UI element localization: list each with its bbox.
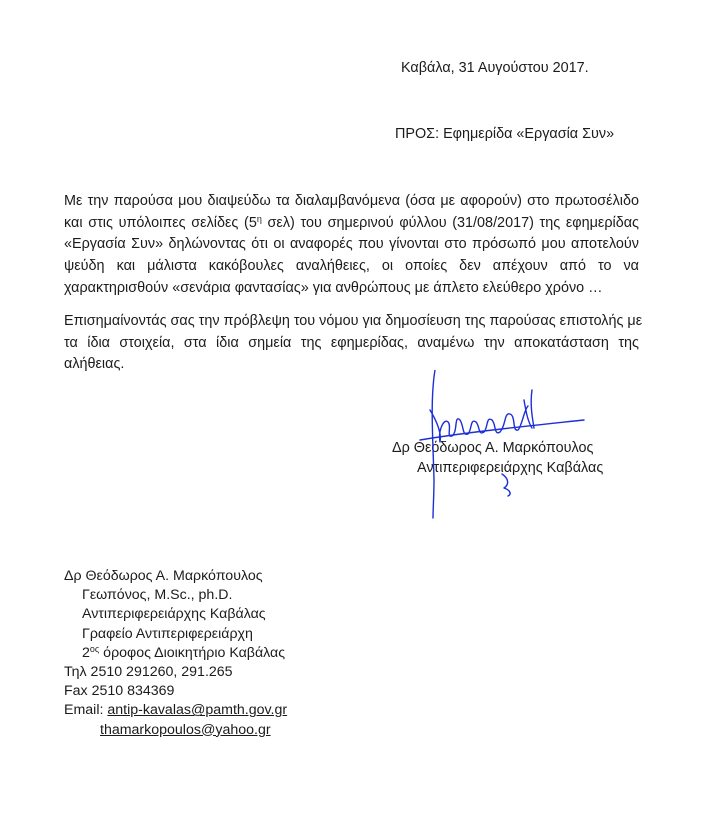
email-link-2[interactable]: thamarkopoulos@yahoo.gr [100,721,271,738]
paragraph-line: αλήθειας. [64,356,125,373]
body-paragraph-2 [64,311,643,376]
signatory-name: Δρ Θεόδωρος Α. Μαρκόπουλος [392,440,594,456]
paragraph-line: ψεύδη και μάλιστα κακόβουλες αναλήθειες, οι οποίες δεν απέχουν από το να [64,258,639,275]
contact-fax: Fax 2510 834369 [64,683,175,700]
body-paragraph-1 [64,191,639,300]
paragraph-line: «Εργασία Συν» δηλώνοντας ότι οι αναφορές που γίνονται στο πρόσωπό μου αποτελούν [64,236,639,253]
contact-title: Αντιπεριφερειάρχης Καβάλας [82,606,266,623]
email-label: Email: [64,702,108,719]
email-link-1[interactable]: antip-kavalas@pamth.gov.gr [107,702,288,719]
paragraph-line: τα ίδια στοιχεία, στα ίδια σημεία της εφημερίδας, αναμένω την αποκατάσταση της [64,334,639,351]
contact-email-row [64,701,287,720]
letter-recipient: ΠΡΟΣ: Εφημερίδα «Εργασία Συν» [395,126,615,142]
paragraph-line: Επισημαίνοντάς σας την πρόβλεψη του νόμου για δημοσίευση της παρούσας επιστολής με [64,313,643,329]
paragraph-text: και στις υπόλοιπες σελίδες (5 [64,214,257,231]
contact-name: Δρ Θεόδωρος Α. Μαρκόπουλος [64,568,263,584]
letter-date: Καβάλα, 31 Αυγούστου 2017. [401,60,589,76]
floor-text: όροφος Διοικητήριο Καβάλας [99,644,286,661]
contact-office: Γραφείο Αντιπεριφερειάρχη [82,625,253,642]
superscript: η [256,213,262,224]
contact-phone: Τηλ 2510 291260, 291.265 [64,664,233,681]
floor-superscript: ος [89,643,100,654]
contact-email-row-2 [64,721,287,740]
signatory-title: Αντιπεριφερειάρχης Καβάλας [417,460,604,476]
contact-floor [64,644,287,663]
paragraph-line [64,213,639,235]
handwritten-signature [408,370,598,520]
paragraph-line: χαρακτηρισθούν «σενάρια φαντασίας» για ανθρώπους με άπλετο ελεύθερο χρόνο … [64,279,603,296]
paragraph-line: Με την παρούσα μου διαψεύδω τα διαλαμβανόμενα (όσα με αφορούν) στο πρωτοσέλιδο [64,193,639,209]
contact-block [64,567,287,740]
paragraph-text: σελ) του σημερινού φύλλου (31/08/2017) της εφημερίδας [261,214,639,231]
contact-degrees: Γεωπόνος, M.Sc., ph.D. [82,587,233,604]
floor-number: 2 [82,644,90,661]
